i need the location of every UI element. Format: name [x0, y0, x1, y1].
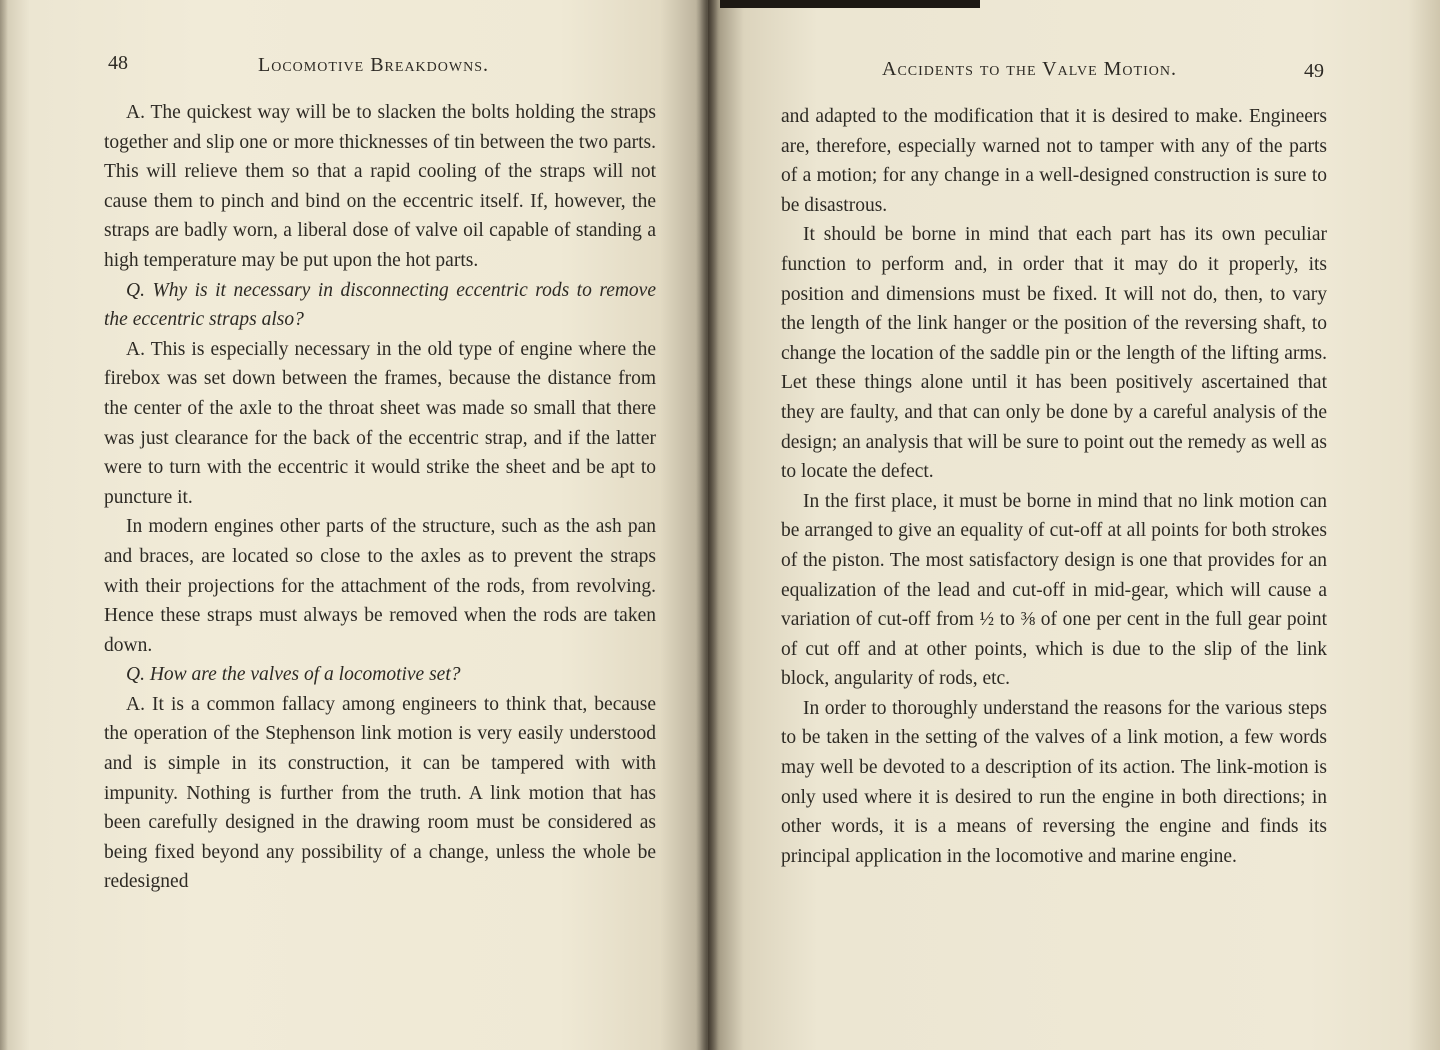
continuation-paragraph: and adapted to the modification that it is desired to make. Engineers are, therefore, especially warned not to tamper with any of the parts of a motion; for any change in a well-designed construction is sure to be disastrous.: [781, 106, 1327, 216]
answer-label: A.: [126, 338, 145, 360]
body-paragraph: In modern engines other parts of the structure, such as the ash pan and braces, are located so close to the axles as to prevent the straps with their projections for the attachment of the rods, from revolving. Hence these straps must always be removed when the rods are taken down.: [104, 516, 656, 656]
question-paragraph: [104, 276, 656, 335]
right-page: [708, 0, 1440, 1050]
answer-paragraph: [104, 98, 656, 276]
running-head-left: Locomotive Breakdowns.: [258, 54, 489, 76]
answer-paragraph: [104, 690, 656, 897]
running-head-right: Accidents to the Valve Motion.: [882, 58, 1177, 80]
body-paragraph: In order to thoroughly understand the reasons for the various steps to be taken in the setting of the valves of a link motion, a few words may well be devoted to a description of its action. The link-motion is only used where it is desired to run the engine in both directions; in other words, it is a means of reversing the engine and finds its principal application in the locomotive and marine engine.: [781, 697, 1327, 867]
body-paragraph: In the first place, it must be borne in mind that no link motion can be arranged to give an equality of cut-off at all points for both strokes of the piston. The most satisfactory design is one that provides for an equalization of the lead and cut-off in mid-gear, which will cause a variation of cut-off from ½ to ⅜ of one per cent in the full gear point of cut off and at other points, which is due to the slip of the link block, angularity of rods, etc.: [781, 490, 1327, 690]
answer-text: The quickest way will be to slacken the bolts holding the straps together and slip one or more thicknesses of tin between the two parts. This will relieve them so that a rapid cooling of the straps will not cause them to pinch and bind on the eccentric itself. If, however, the straps are badly worn, a liberal dose of valve oil capable of standing a high temperature may be put upon the hot parts.: [104, 102, 656, 271]
answer-label: A.: [126, 693, 145, 715]
question-paragraph: [104, 660, 656, 690]
question-text: How are the valves of a locomotive set?: [149, 664, 461, 686]
page-edge-shadow: [0, 0, 8, 1050]
question-label: Q.: [126, 279, 145, 301]
page-number-left: 48: [108, 52, 128, 74]
book-gutter: [696, 0, 718, 1050]
left-text-block: [104, 98, 656, 897]
answer-text: It is a common fallacy among engineers to think that, because the operation of the Stephenson link motion is very easily understood and is simple in its construction, it can be tampered with with impunity. Nothing is further from the truth. A link motion that has been carefully designed in the drawing room must be considered as being fixed beyond any possibility of a change, unless the whole be redesigned: [104, 693, 656, 893]
answer-paragraph: [104, 335, 656, 513]
question-text: Why is it necessary in disconnecting eccentric rods to remove the eccentric straps also?: [104, 279, 656, 331]
question-label: Q.: [126, 664, 145, 686]
answer-text: This is especially necessary in the old type of engine where the firebox was set down between the frames, because the distance from the center of the axle to the throat sheet was made so small that there was just clearance for the back of the eccentric strap, and if the latter were to turn with the eccentric it would strike the sheet and be apt to puncture it.: [104, 338, 656, 508]
right-text-block: [781, 102, 1327, 871]
body-paragraph: It should be borne in mind that each part has its own peculiar function to perform and, in order that it may do it properly, its position and dimensions must be fixed. It will not do, then, to vary the length of the link hanger or the position of the reversing shaft, to change the location of the saddle pin or the length of the lifting arms. Let these things alone until it has been positively ascertained that they are faulty, and that can only be done by a careful analysis of the design; an analysis that will be sure to point out the remedy as well as to locate the defect.: [781, 224, 1327, 483]
left-page: [0, 0, 708, 1050]
answer-label: A.: [126, 102, 145, 123]
book-cover-edge: [720, 0, 980, 8]
page-number-right: 49: [1304, 60, 1324, 82]
